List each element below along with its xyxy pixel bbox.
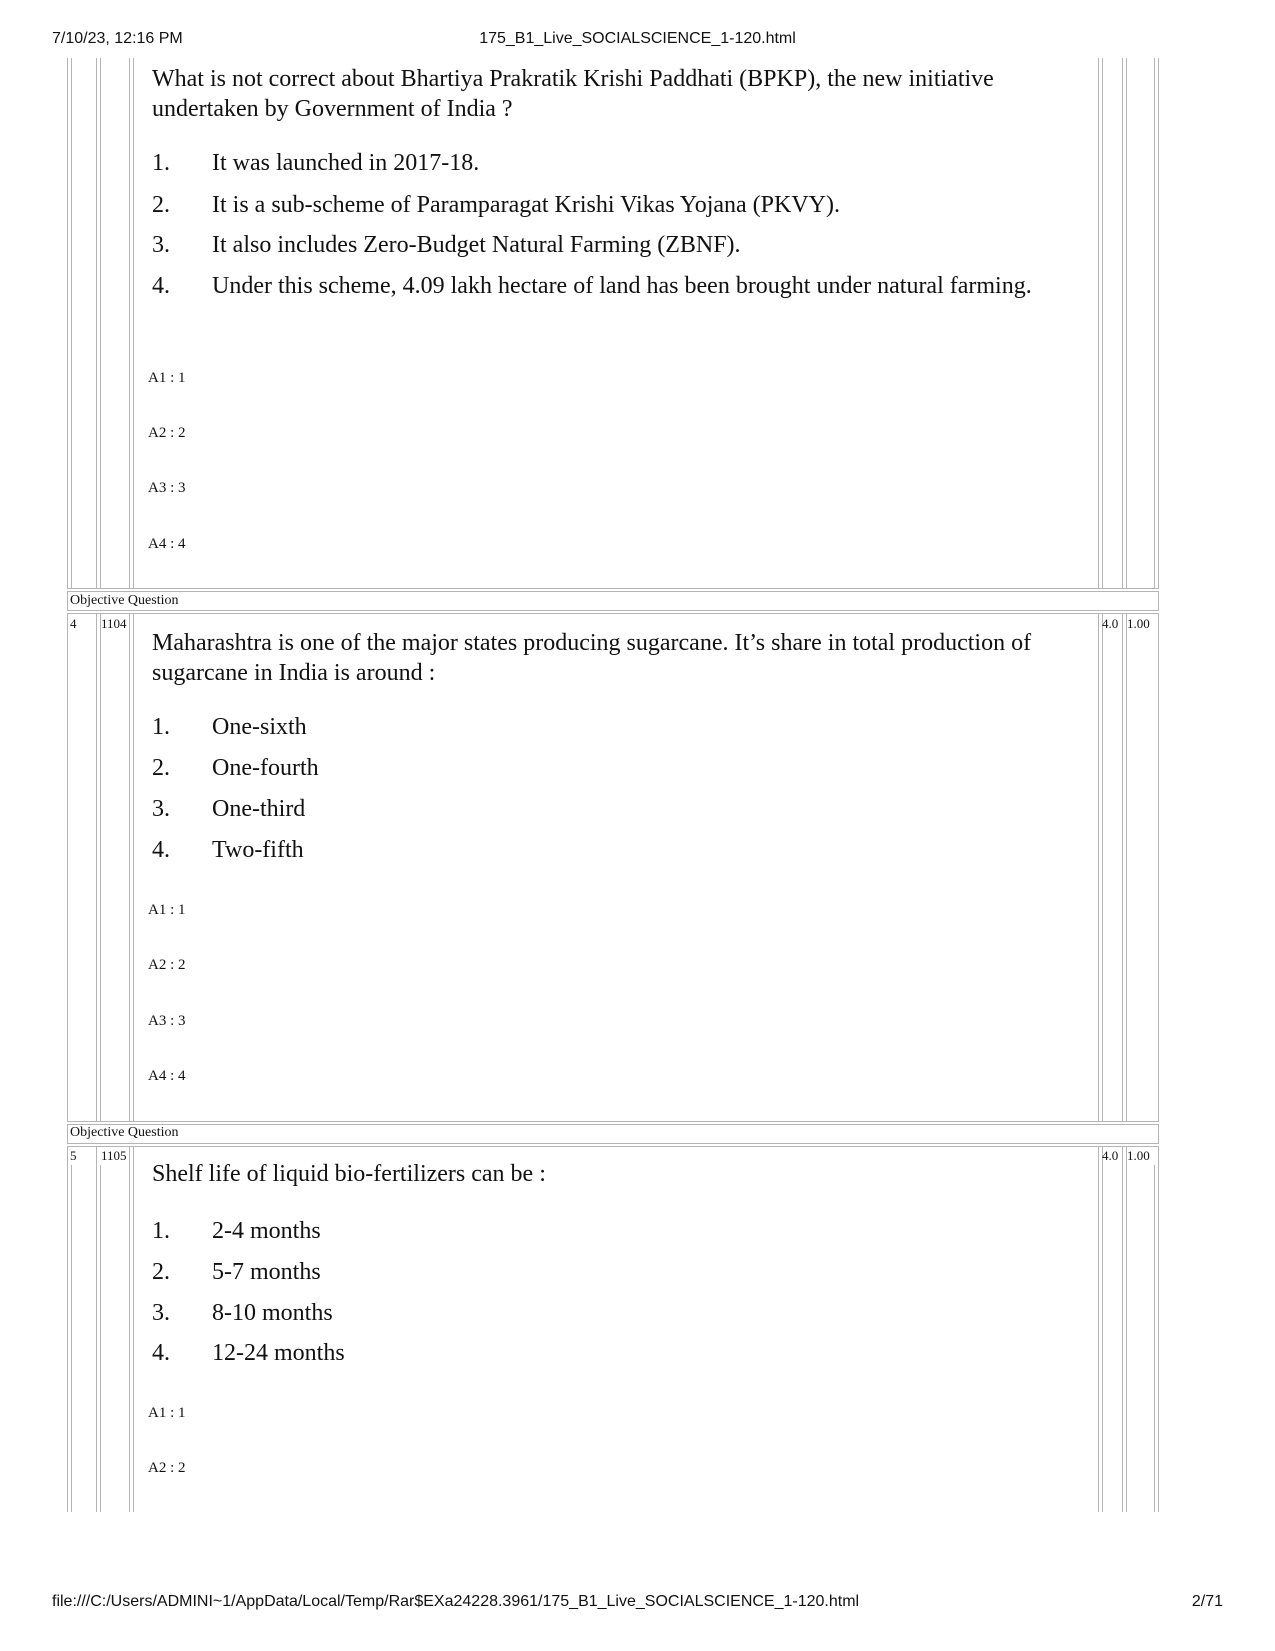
question-type-row: [67, 1124, 1159, 1144]
option-number: 4.: [152, 837, 170, 863]
option-number: 2.: [152, 192, 170, 218]
option-text: It was launched in 2017-18.: [212, 150, 480, 176]
option-number: 2.: [152, 755, 170, 781]
question-id: 1105: [101, 1148, 127, 1163]
serial-number: 4: [70, 616, 77, 631]
option-text: One-fourth: [212, 755, 319, 781]
question-text: Shelf life of liquid bio-fertilizers can be :: [152, 1161, 546, 1187]
question-text: What is not correct about Bhartiya Prakratik Krishi Paddhati (BPKP), the new initiative undertaken by Government of India ?: [152, 66, 994, 122]
answer-code: A2 : 2: [148, 425, 186, 441]
option-number: 1.: [152, 714, 170, 740]
answer-code: A4 : 4: [148, 1068, 186, 1084]
question-type-label: Objective Question: [70, 1125, 179, 1140]
file-path: file:///C:/Users/ADMINI~1/AppData/Local/Temp/Rar$EXa24228.3961/175_B1_Live_SOCIALSCIENCE_1-120.html: [52, 1593, 860, 1610]
answer-code: A1 : 1: [148, 1405, 186, 1421]
negative-marks: 1.00: [1127, 616, 1150, 631]
option-number: 1.: [152, 150, 170, 176]
option-number: 2.: [152, 1259, 170, 1285]
document-title: 175_B1_Live_SOCIALSCIENCE_1-120.html: [479, 30, 796, 47]
answer-code: A3 : 3: [148, 480, 186, 496]
page-number: 2/71: [1191, 1593, 1223, 1610]
option-number: 3.: [152, 1300, 170, 1326]
answer-code: A4 : 4: [148, 536, 186, 552]
option-number: 4.: [152, 1340, 170, 1366]
marks: 4.0: [1102, 616, 1119, 631]
answer-code: A1 : 1: [148, 370, 186, 386]
serial-number: 5: [70, 1148, 77, 1163]
answer-code: A2 : 2: [148, 1460, 186, 1476]
negative-marks: 1.00: [1127, 1148, 1150, 1163]
option-number: 4.: [152, 273, 170, 299]
answer-code: A1 : 1: [148, 902, 186, 918]
answer-code: A2 : 2: [148, 957, 186, 973]
question-id: 1104: [101, 616, 127, 631]
option-text: Under this scheme, 4.09 lakh hectare of land has been brought under natural farming.: [212, 273, 1032, 299]
option-text: 8-10 months: [212, 1300, 333, 1326]
option-text: 12-24 months: [212, 1340, 345, 1366]
question-type-row: [67, 591, 1159, 611]
option-number: 3.: [152, 796, 170, 822]
print-datetime: 7/10/23, 12:16 PM: [52, 30, 183, 47]
question-text: Maharashtra is one of the major states producing sugarcane. It’s share in total production of sugarcane in India is around :: [152, 630, 1032, 686]
option-text: One-sixth: [212, 714, 307, 740]
option-text: It is a sub-scheme of Paramparagat Krishi Vikas Yojana (PKVY).: [212, 192, 840, 218]
option-text: It also includes Zero-Budget Natural Farming (ZBNF).: [212, 232, 741, 258]
question-type-label: Objective Question: [70, 593, 179, 608]
option-text: 2-4 months: [212, 1218, 321, 1244]
option-text: 5-7 months: [212, 1259, 321, 1285]
option-text: Two-fifth: [212, 837, 304, 863]
marks: 4.0: [1102, 1148, 1119, 1163]
option-number: 3.: [152, 232, 170, 258]
answer-code: A3 : 3: [148, 1013, 186, 1029]
option-text: One-third: [212, 796, 306, 822]
option-number: 1.: [152, 1218, 170, 1244]
